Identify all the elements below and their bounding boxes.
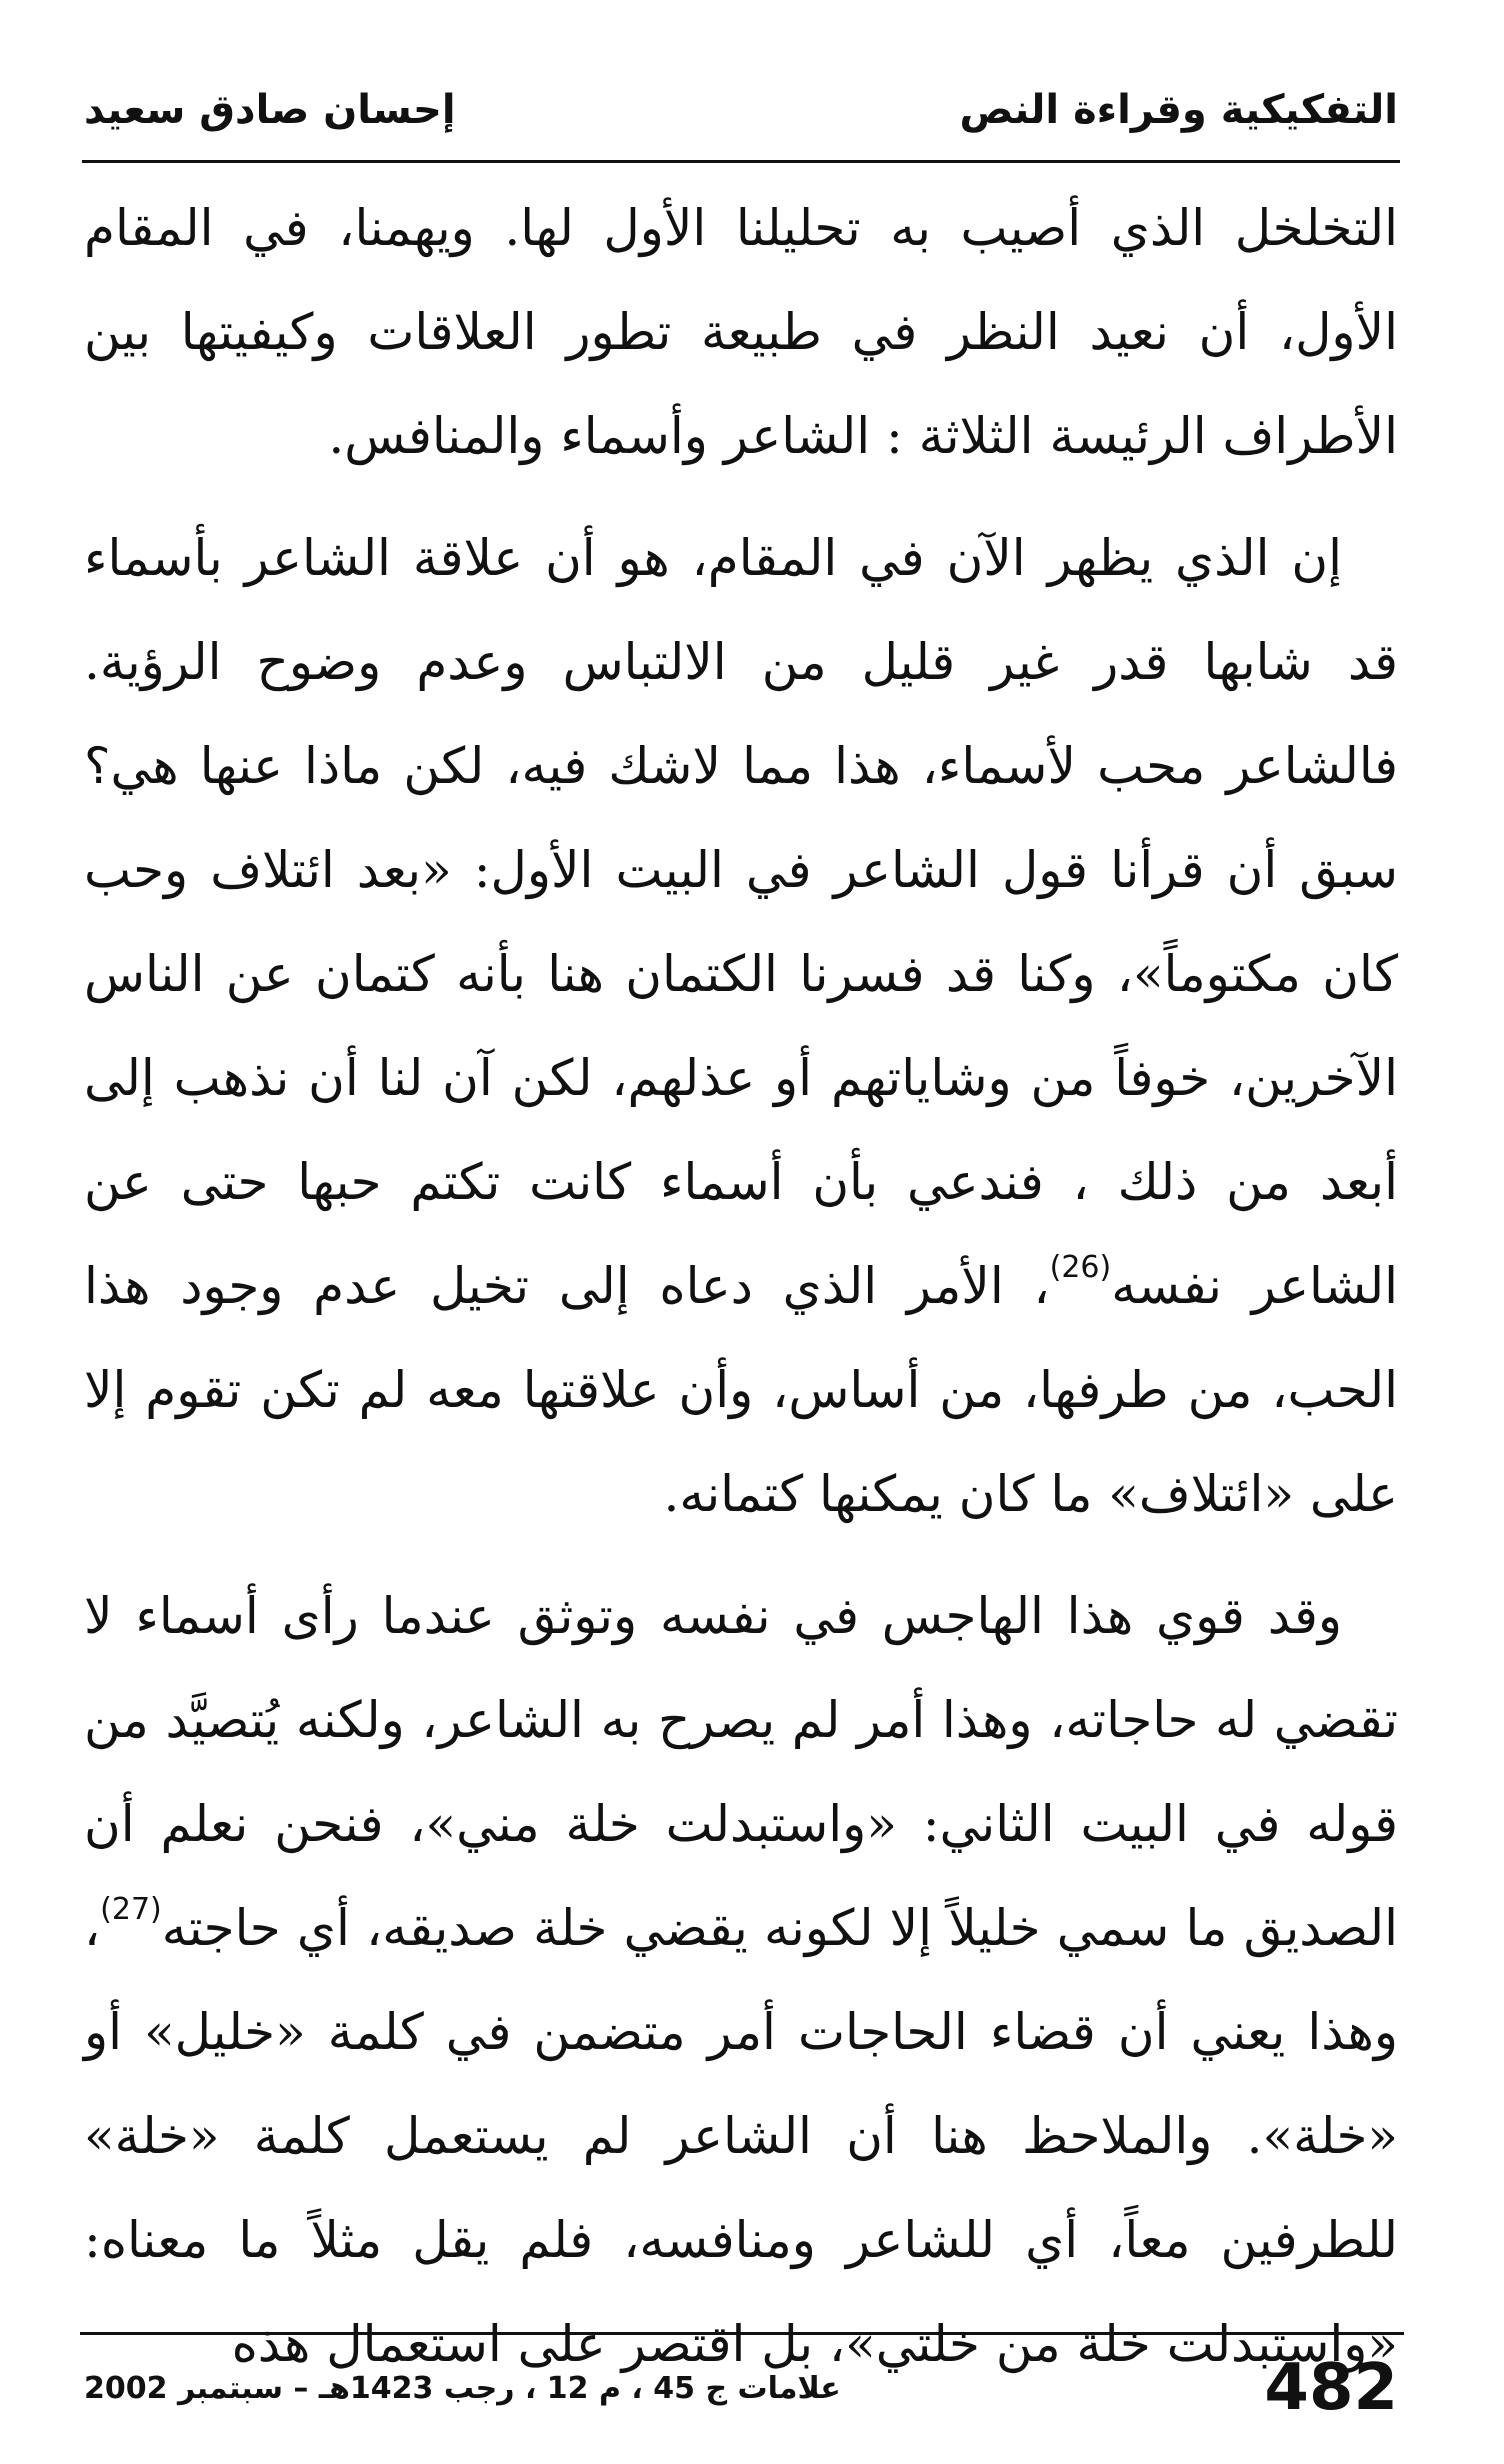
paragraph-3 [84,1564,1398,2396]
footer-rule [80,2332,1404,2335]
running-footer [84,2348,1398,2428]
header-rule [82,160,1400,163]
paragraph-1-text: التخلخل الذي أصيب به تحليلنا الأول لها. ويهمنا، في المقام الأول، أن نعيد النظر في طبيعة تطور العلاقات وكيفيتها بين الأطراف الرئيسة الثلاثة : الشاعر وأسماء والمنافس. [84,199,1398,465]
header-author: إحسان صادق سعيد [84,87,456,133]
paragraph-2-text-b: ، الأمر الذي دعاه إلى تخيل عدم وجود هذا الحب، من طرفها، من أساس، وأن علاقتها معه لم تكن تقوم إلا على «ائتلاف» ما كان يمكنها كتمانه. [84,1257,1398,1523]
page-number: 482 [1264,2351,1398,2425]
running-header [84,56,1398,164]
paragraph-3-text-b: ، وهذا يعني أن قضاء الحاجات أمر متضمن في كلمة «خليل» أو «خلة». والملاحظ هنا أن الشاعر لم يستعمل كلمة «خلة» للطرفين معاً، أي للشاعر ومنافسه، فلم يقل مثلاً ما معناه: «واستبدلت خلة من خلتي»، بل اقتصر على استعمال هذه [84,1899,1399,2373]
header-book-title: التفكيكية وقراءة النص [959,87,1398,133]
footnote-ref-27: (27) [100,1892,162,1927]
paragraph-1 [84,176,1398,488]
body-text [84,176,1398,2396]
footnote-ref-26: (26) [1049,1250,1112,1285]
paragraph-2 [84,506,1398,1546]
paragraph-2-text-a: إن الذي يظهر الآن في المقام، هو أن علاقة الشاعر بأسماء قد شابها قدر غير قليل من الالتباس وعدم وضوح الرؤية. فالشاعر محب لأسماء، هذا مما لاشك فيه، لكن ماذا عنها هي؟ سبق أن قرأنا قول الشاعر في البيت الأول: «بعد ائتلاف وحب كان مكتوماً»، وكنا قد فسرنا الكتمان هنا بأنه كتمان عن الناس الآخرين، خوفاً من وشاياتهم أو عذلهم، لكن آن لنا أن نذهب إلى أبعد من ذلك ، فندعي بأن أسماء كانت تكتم حبها حتى عن الشاعر نفسه [84,529,1398,1315]
paragraph-3-text-a: وقد قوي هذا الهاجس في نفسه وتوثق عندما رأى أسماء لا تقضي له حاجاته، وهذا أمر لم يصرح به الشاعر، ولكنه يُتصيَّد من قوله في البيت الثاني: «واستبدلت خلة مني»، فنحن نعلم أن الصديق ما سمي خليلاً إلا لكونه يقضي خلة صديقه، أي حاجته [84,1587,1398,1957]
footer-journal-info: علامات ج 45 ، م 12 ، رجب 1423هـ – سبتمبر 2002 [84,2370,841,2406]
